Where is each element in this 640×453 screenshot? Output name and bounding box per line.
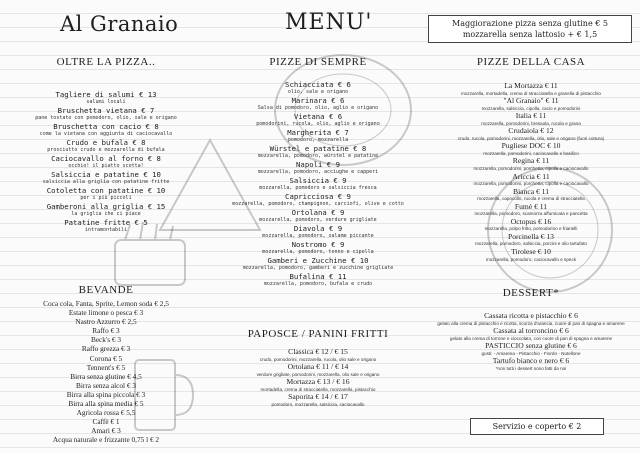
menu-item-description: mozzarella, pomodoro, bufala e crudo xyxy=(263,281,373,287)
menu-item xyxy=(428,157,634,172)
menu-item xyxy=(6,417,206,426)
menu-item-name: Birra senza alcol € 3 xyxy=(76,380,136,390)
column-pizze-sempre xyxy=(218,0,418,453)
menu-item xyxy=(428,203,634,218)
menu-item xyxy=(6,202,206,218)
menu-item-description: crudo, pomodorini, mozzarella, rucola, olio sale e origano xyxy=(259,356,377,362)
menu-item xyxy=(6,344,206,353)
menu-item-name: Saporita € 14 / € 17 xyxy=(288,392,348,402)
menu-item-name: Nostromo € 9 xyxy=(291,240,345,249)
menu-item-description: mozzarella, pomodoro, würstel e patatine xyxy=(257,153,379,159)
section-heading: PAPOSCE / PANINI FRITTI xyxy=(247,328,389,340)
section-heading: PIZZE DI SEMPRE xyxy=(269,56,367,68)
menu-item-description: verdure grigliate, pomodorini, mozzarella, olio sale e origano xyxy=(256,371,380,377)
menu-item-name: Raffo grezza € 3 xyxy=(81,344,131,354)
menu-item xyxy=(428,127,634,142)
menu-item-name: Cassata al torroncino € 6 xyxy=(493,326,569,336)
menu-item-name: Ortolana € 9 xyxy=(291,208,345,217)
menu-item xyxy=(218,112,418,128)
menu-item xyxy=(6,372,206,381)
menu-item-name: Tennent's € 5 xyxy=(86,362,126,372)
service-charge: Servizio e coperto € 2 xyxy=(492,422,582,431)
casa-list xyxy=(428,82,634,263)
menu-item xyxy=(428,342,634,357)
menu-item xyxy=(428,97,634,112)
menu-item-name: Marinara € 6 xyxy=(291,96,345,105)
menu-item-name: Bruschetta con cacio € 8 xyxy=(53,122,159,131)
service-charge-box xyxy=(470,418,604,435)
section-heading: OLTRE LA PIZZA.. xyxy=(56,56,156,68)
menu-item xyxy=(6,218,206,234)
section-heading: PIZZE DELLA CASA xyxy=(476,56,586,68)
menu-item xyxy=(6,354,206,363)
menu-item-name: Vietana € 6 xyxy=(293,112,343,121)
sempre-list xyxy=(218,80,418,288)
menu-item xyxy=(428,233,634,248)
menu-item xyxy=(218,144,418,160)
menu-item xyxy=(428,248,634,263)
section-heading: DESSERT* xyxy=(502,287,560,299)
menu-item xyxy=(6,399,206,408)
menu-item-name: Cotoletta con patatine € 10 xyxy=(46,186,166,195)
menu-item-name: Pugliese DOC € 10 xyxy=(501,141,561,151)
menu-item-name: La Mortazza € 11 xyxy=(504,81,558,90)
menu-item-description: pomodorini, rucola, olio, aglio e origano xyxy=(256,121,380,127)
menu-item xyxy=(218,176,418,192)
menu-item-name: Caciocavallo al forno € 8 xyxy=(51,154,161,163)
menu-item-name: Nastro Azzurro € 2,5 xyxy=(75,317,137,327)
menu-item-name: Birra senza glutine € 4,5 xyxy=(70,371,142,381)
menu-item-description: gelato alla crema di pistacchio e ricotta, scorza d'arancia, cuore di pan di spagna e amarene xyxy=(437,320,625,326)
menu-item-name: Coca cola, Fanta, Sprite, Lemon soda € 2,5 xyxy=(43,299,169,308)
menu-item-description: come la vietana con aggiunta di caciocavallo xyxy=(39,131,173,137)
menu-item xyxy=(6,435,206,444)
menu-item-description: mozzarella, mortadella, crema di stracciatella e granella di pistacchio xyxy=(461,90,601,96)
menu-item-name: Salsiccia € 9 xyxy=(289,176,347,185)
menu-item-name: Classica € 12 / € 15 xyxy=(288,347,348,356)
menu-item xyxy=(428,218,634,233)
menu-item-description: pomodoro, mozzarella, salsiccia, caciocavallo xyxy=(271,401,365,407)
restaurant-logo: Al Granaio xyxy=(60,12,179,36)
notice-line: Maggiorazione pizza senza glutine € 5 xyxy=(452,19,608,28)
menu-item-description: mortadella, crema di stracciatella, mozzarella, pistacchio xyxy=(260,386,376,392)
menu-item-name: Bufalina € 11 xyxy=(289,272,347,281)
menu-item xyxy=(6,90,206,106)
menu-item-description: la griglia che ci piace xyxy=(71,211,141,217)
notice-line: mozzarella senza lattosio + € 1,5 xyxy=(462,30,598,39)
menu-item xyxy=(6,138,206,154)
menu-item-description: mozzarella, pomodorini, bresaola, rucola e grana xyxy=(481,120,581,126)
menu-item xyxy=(428,327,634,342)
menu-item-description: mozzarella, pomodoro e salsiccia fresca xyxy=(259,185,377,191)
menu-item xyxy=(218,393,418,408)
menu-item-name: Tagliere di salumi € 13 xyxy=(55,90,157,99)
menu-item-name: Crudo e bufala € 8 xyxy=(66,138,146,147)
dessert-list xyxy=(428,312,634,372)
menu-item-name: Schiacciata € 6 xyxy=(285,80,351,89)
menu-item xyxy=(6,170,206,186)
menu-item-name: Beck's € 3 xyxy=(90,335,122,345)
menu-item-description: mozzarella, pomodorini, porchetta, cipolla e caciocavallo xyxy=(473,165,589,171)
menu-item xyxy=(218,160,418,176)
menu-item xyxy=(428,142,634,157)
menu-item xyxy=(218,128,418,144)
menu-item-description: Salsa di pomodoro, olio, aglio e origano xyxy=(257,105,379,111)
menu-item xyxy=(428,357,634,372)
menu-item xyxy=(6,154,206,170)
menu-item xyxy=(428,82,634,97)
bevande-list xyxy=(6,299,206,445)
menu-item-name: Agricola rossa € 5,5 xyxy=(76,408,136,418)
menu-item xyxy=(218,240,418,256)
menu-item xyxy=(428,112,634,127)
menu-item xyxy=(218,363,418,378)
menu-item-description: mozzarella, pomodoro, champignon, carciofi, olive e cotto xyxy=(232,201,404,207)
menu-item-description: crudo, rucola, pomodorini, mozzarella, olio, sale e origano (fuori cottura) xyxy=(457,135,605,141)
menu-item-name: Gamberoni alla griglia € 15 xyxy=(46,202,166,211)
menu-item-description: mozzarella, pomodoro, tonno e cipolla xyxy=(262,249,374,255)
menu-item-name: Corona € 5 xyxy=(89,353,123,363)
menu-item xyxy=(6,426,206,435)
menu-item-name: Raffo € 3 xyxy=(92,326,120,336)
menu-item xyxy=(6,363,206,372)
menu-item xyxy=(428,173,634,188)
menu-item-name: "Al Granaio" € 11 xyxy=(503,96,559,106)
menu-item-name: Salsiccia e patatine € 10 xyxy=(51,170,161,179)
menu-item-name: Acqua naturale e frizzante 0,75 l € 2 xyxy=(52,435,160,445)
menu-item-name: Patatine fritte € 5 xyxy=(64,218,148,227)
column-pizze-casa xyxy=(428,0,634,453)
menu-item-name: Mortazza € 13 / € 16 xyxy=(286,377,350,387)
menu-item-description: olio, sale e origano xyxy=(287,89,349,95)
menu-item xyxy=(428,312,634,327)
menu-item-description: salumi locali xyxy=(86,99,126,105)
menu-item-name: Tartufo bianco e nero € 6 xyxy=(492,356,570,366)
menu-item-description: mozzarella, pomodoro, acciughe e capperi xyxy=(257,169,379,175)
menu-item-name: Porcinella € 13 xyxy=(508,231,554,241)
menu-item xyxy=(428,188,634,203)
menu-item-description: mozzarella, pomodoro, caciocavallo e speck xyxy=(485,256,577,262)
menu-item-description: gelato alla crema di torrone e cioccolato, con cuore di pan di spagna e amarene xyxy=(449,335,613,341)
menu-item-description: *non tutti i dessert sono fatti da noi xyxy=(495,365,567,371)
menu-item-name: Birra alla spina media € 5 xyxy=(68,399,144,409)
menu-item-name: PASTICCIO senza glutine € 6 xyxy=(485,341,577,351)
menu-item-name: Ortolana € 11 / € 14 xyxy=(287,362,349,372)
menu-item-description: salsiccia alla griglia con patatine fritte xyxy=(42,179,170,185)
menu-item-name: Ariccia € 11 xyxy=(512,171,550,181)
menu-item-name: Fumè € 11 xyxy=(514,201,548,211)
menu-item-name: Tirolese € 10 xyxy=(511,247,551,257)
menu-item-description: mozzarella, pomodorini, caciocavallo e basilico xyxy=(483,150,579,156)
menu-item xyxy=(218,272,418,288)
section-heading: BEVANDE xyxy=(78,284,134,296)
menu-item-description: gusti: - Amarena - Pistacchio - Fiordo - Nutellone xyxy=(481,350,581,356)
menu-item xyxy=(218,192,418,208)
menu-item xyxy=(6,299,206,308)
oltre-list xyxy=(6,90,206,234)
page-title: MENU' xyxy=(285,10,373,35)
menu-item-name: Estate limone o pesca € 3 xyxy=(68,308,144,318)
menu-item xyxy=(218,224,418,240)
menu-item xyxy=(218,80,418,96)
column-oltre-bevande xyxy=(6,0,206,453)
menu-item-name: Italia € 11 xyxy=(515,111,547,121)
menu-item xyxy=(6,122,206,138)
menu-item xyxy=(218,256,418,272)
menu-item-description: mozzarella, pomodoro, salame piccante xyxy=(262,233,374,239)
menu-item-description: mozzarella, capocollo, rucola e crema di stracciatella xyxy=(477,196,585,202)
menu-item-description: mozzarella, pomodorini, porchetta, cipolla e caciocavallo xyxy=(473,181,589,187)
menu-item-name: Birra alla spina piccola € 3 xyxy=(66,389,146,399)
menu-item xyxy=(6,186,206,202)
menu-item xyxy=(218,378,418,393)
menu-item-name: Würstel e patatine € 8 xyxy=(269,144,367,153)
menu-item-description: mozzarella, salsiccia, cipolla, cacio e pomodorini xyxy=(481,105,581,111)
menu-item-description: intramontabili xyxy=(84,227,128,233)
menu-item-description: mozzarella, pomodoro, scamorza affumicata e pancetta xyxy=(474,211,588,217)
menu-item-name: Napoli € 9 xyxy=(296,160,340,169)
menu-item-name: Caffè € 1 xyxy=(92,417,120,427)
menu-item xyxy=(6,317,206,326)
menu-item xyxy=(6,326,206,335)
menu-item-description: mozzarella, pomodoro, gamberi e zucchine grigliate xyxy=(242,265,394,271)
menu-item-description: prosciutto crudo e mozzarella di bufala xyxy=(47,147,165,153)
menu-item-description: pane tostato con pomodoro, olio, sale e origano xyxy=(35,115,177,121)
menu-item-description: pomodoro, mozzarella xyxy=(287,137,349,143)
menu-item-name: Capricciosa € 9 xyxy=(285,192,351,201)
menu-item-name: Margherita € 7 xyxy=(287,128,349,137)
menu-item-name: Bruschetta vietana € 7 xyxy=(57,106,155,115)
menu-item-name: Regina € 11 xyxy=(512,156,550,166)
menu-item xyxy=(6,408,206,417)
menu-item-name: Cassata ricotta e pistacchio € 6 xyxy=(484,311,578,320)
menu-item-description: mozzarella, pomodoro, salsiccia, porcini e olio tartufato xyxy=(475,241,587,247)
menu-item xyxy=(218,348,418,363)
menu-item-description: mozzarella, polpo fritto, pomodorino e friarielli xyxy=(484,226,578,232)
paposce-list xyxy=(218,348,418,408)
menu-item xyxy=(6,335,206,344)
menu-item xyxy=(6,381,206,390)
menu-item-name: Bianca € 11 xyxy=(513,186,549,196)
menu-item xyxy=(218,96,418,112)
menu-item-name: Diavola € 9 xyxy=(293,224,343,233)
menu-item xyxy=(6,106,206,122)
menu-item xyxy=(218,208,418,224)
menu-item xyxy=(6,390,206,399)
menu-item xyxy=(6,308,206,317)
menu-item-name: Octopus € 16 xyxy=(510,216,552,226)
menu-item-description: per i più piccoli xyxy=(80,195,132,201)
menu-item-description: mozzarella, pomodoro, verdure grigliate xyxy=(259,217,377,223)
menu-item-name: Amari € 3 xyxy=(91,426,121,436)
menu-item-name: Gamberi e Zucchine € 10 xyxy=(267,256,369,265)
menu-item-name: Crudaiola € 12 xyxy=(508,126,554,136)
menu-item-description: occhio! il piatto scotta! xyxy=(68,163,144,169)
